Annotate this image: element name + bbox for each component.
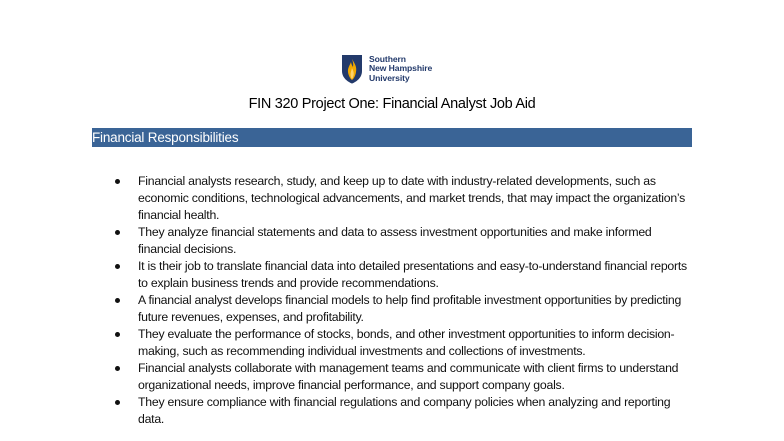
- logo-line-3: University: [369, 72, 410, 83]
- list-item: [106, 258, 696, 292]
- university-logo: [341, 54, 432, 84]
- bullet-icon: [115, 366, 120, 371]
- document-title: FIN 320 Project One: Financial Analyst Job Aid: [248, 96, 536, 112]
- shield-flame-icon: [341, 54, 363, 84]
- list-item: [106, 394, 696, 428]
- logo-line-1: Southern: [369, 53, 406, 64]
- list-item: [106, 224, 696, 258]
- logo-line-2: New Hampshire: [369, 63, 433, 74]
- bullet-icon: [115, 264, 120, 269]
- list-item-text: Financial analysts research, study, and keep up to date with industry-related developments, such as economic conditions, technological advancements, and market trends, that may impact the organization’s financial health.: [138, 174, 686, 222]
- list-item-text: They analyze financial statements and data to assess investment opportunities and make informed financial decisions.: [138, 225, 652, 256]
- bullet-icon: [115, 298, 120, 303]
- list-item-text: They evaluate the performance of stocks, bonds, and other investment opportunities to inform decision-making, such as recommending individual investments and collections of investments.: [138, 327, 675, 358]
- section-heading-bar: [92, 128, 692, 147]
- list-item: [106, 360, 696, 394]
- bullet-icon: [115, 230, 120, 235]
- bullet-icon: [115, 179, 120, 184]
- list-item-text: They ensure compliance with financial regulations and company policies when analyzing and reporting data.: [138, 395, 671, 426]
- bullet-icon: [115, 332, 120, 337]
- responsibilities-list: [106, 173, 696, 428]
- list-item-text: A financial analyst develops financial models to help find profitable investment opportunities by predicting future revenues, expenses, and profitability.: [138, 293, 682, 324]
- section-heading: Financial Responsibilities: [92, 130, 239, 145]
- list-item: [106, 173, 696, 224]
- bullet-icon: [115, 400, 120, 405]
- list-item: [106, 326, 696, 360]
- list-item-text: Financial analysts collaborate with management teams and communicate with client firms to understand organizational needs, improve financial performance, and support company goals.: [138, 361, 679, 392]
- logo-wordmark: [369, 55, 432, 84]
- list-item-text: It is their job to translate financial data into detailed presentations and easy-to-understand financial reports to explain business trends and provide recommendations.: [138, 259, 687, 290]
- list-item: [106, 292, 696, 326]
